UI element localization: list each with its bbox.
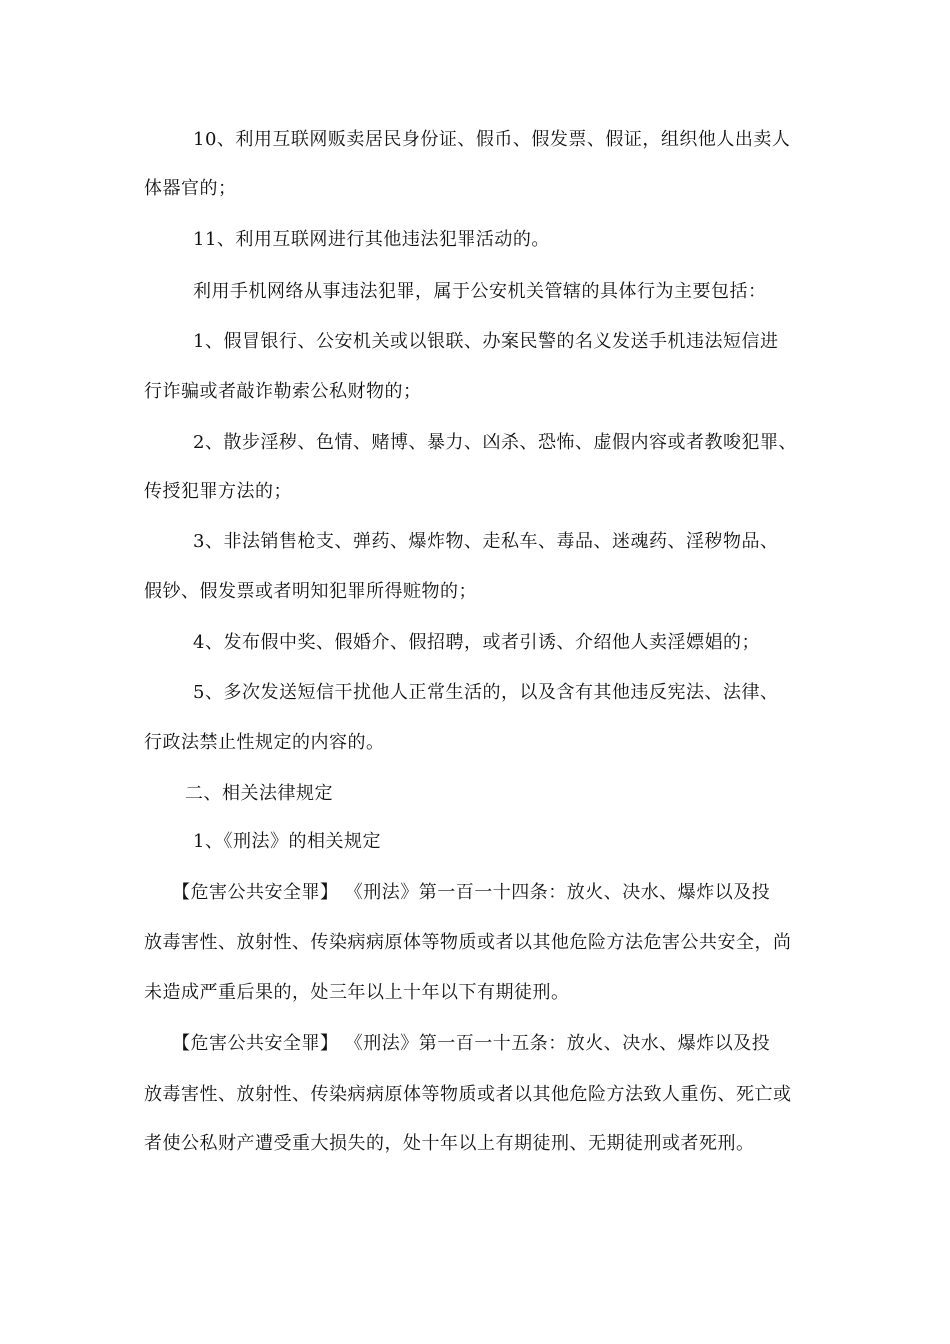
text-line: 传授犯罪方法的； — [144, 481, 292, 502]
text-line: 10、利用互联网贩卖居民身份证、假币、假发票、假证，组织他人出卖人 — [193, 129, 791, 150]
text-line: 11、利用互联网进行其他违法犯罪活动的。 — [193, 229, 550, 250]
text-line: 体器官的； — [144, 178, 237, 199]
text-line: 2、散步淫秽、色情、赌博、暴力、凶杀、恐怖、虚假内容或者教唆犯罪、 — [193, 432, 797, 453]
section-heading: 二、相关法律规定 — [185, 783, 333, 804]
text-line: 4、发布假中奖、假婚介、假招聘，或者引诱、介绍他人卖淫嫖娼的； — [193, 632, 760, 653]
text-line: 行诈骗或者敲诈勒索公私财物的； — [144, 381, 422, 402]
text-line: 者使公私财产遭受重大损失的，处十年以上有期徒刑、无期徒刑或者死刑。 — [144, 1133, 755, 1154]
text-line: 【危害公共安全罪】 《刑法》第一百一十五条：放火、决水、爆炸以及投 — [172, 1033, 771, 1054]
text-line: 3、非法销售枪支、弹药、爆炸物、走私车、毒品、迷魂药、淫秽物品、 — [193, 531, 779, 552]
text-line: 放毒害性、放射性、传染病病原体等物质或者以其他危险方法致人重伤、死亡或 — [144, 1084, 792, 1105]
text-line: 假钞、假发票或者明知犯罪所得赃物的； — [144, 581, 477, 602]
text-line: 行政法禁止性规定的内容的。 — [144, 732, 385, 753]
text-line: 未造成严重后果的，处三年以上十年以下有期徒刑。 — [144, 982, 570, 1003]
text-line: 【危害公共安全罪】 《刑法》第一百一十四条：放火、决水、爆炸以及投 — [172, 882, 771, 903]
text-line: 放毒害性、放射性、传染病病原体等物质或者以其他危险方法危害公共安全，尚 — [144, 932, 792, 953]
text-line: 1、假冒银行、公安机关或以银联、办案民警的名义发送手机违法短信进 — [193, 331, 779, 352]
text-line: 5、多次发送短信干扰他人正常生活的，以及含有其他违反宪法、法律、 — [193, 682, 779, 703]
text-line: 利用手机网络从事违法犯罪，属于公安机关管辖的具体行为主要包括： — [193, 281, 767, 302]
subsection-heading: 1、《刑法》的相关规定 — [193, 831, 381, 852]
